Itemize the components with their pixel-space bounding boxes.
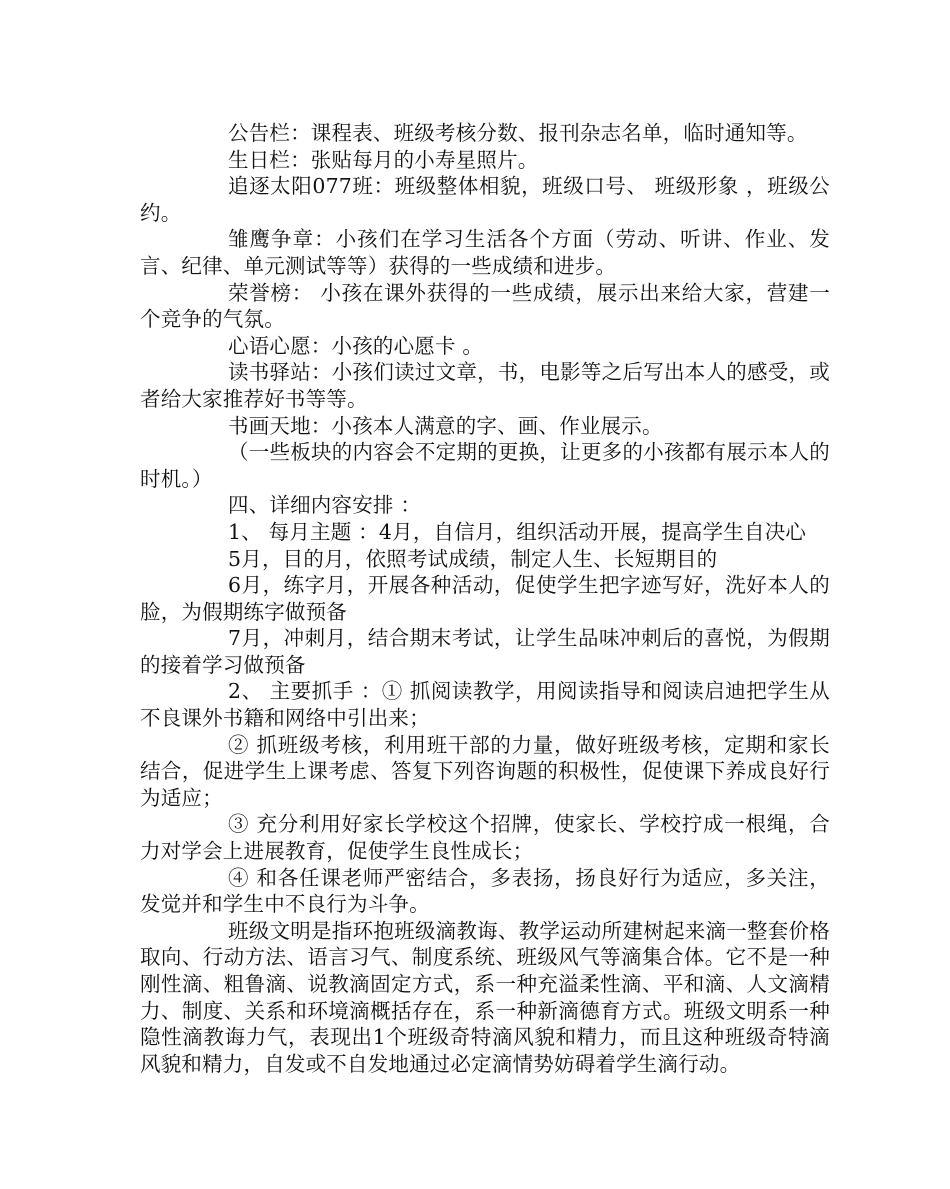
paragraph-monthly-theme-june: 6月，练字月，开展各种活动，促使学生把字迹写好，洗好本人的脸，为假期练字做预备 bbox=[140, 573, 830, 624]
paragraph-birthday-board: 生日栏：张贴每月的小寿星照片。 bbox=[228, 147, 539, 172]
paragraph-bulletin-board: 公告栏：课程表、班级考核分数、报刊杂志名单，临时通知等。 bbox=[228, 121, 808, 145]
section-heading-content-plan: 四、详细内容安排 ： bbox=[228, 493, 422, 518]
paragraph-key-measure-2: ② 抓班级考核，利用班干部的力量，做好班级考核，定期和家长结合，促进学生上课考虑、答复下列咨询题的积极性，促使课下养成良好行为适应； bbox=[140, 732, 830, 810]
paragraph-art-corner: 书画天地：小孩本人满意的字、画、作业展示。 bbox=[228, 413, 663, 438]
paragraph-eagle-badges: 雏鹰争章：小孩们在学习生活各个方面（劳动、听讲、作业、发言、纪律、单元测试等等）获得的一些成绩和进步。 bbox=[140, 227, 830, 278]
paragraph-class-culture: 班级文明是指环抱班级滴教诲、教学运动所建树起来滴一整套价格取向、行动方法、语言习气、制度系统、班级风气等滴集合体。它不是一种刚性滴、粗鲁滴、说教滴固定方式，系一种充溢柔性滴、平和滴、人文滴精力、制度、关系和环境滴概括存在，系一种新滴德育方式。班级文明系一种隐性滴教诲力气，表现出1个班级奇特滴风貌和精力，而且这种班级奇特滴风貌和精力，自发或不自发地通过必定滴情势妨碍着学生滴行动。 bbox=[140, 918, 830, 1076]
paragraph-rotation-note: （一些板块的内容会不定期的更换，让更多的小孩都有展示本人的时机。） bbox=[140, 440, 830, 491]
paragraph-reading-station: 读书驿站：小孩们读过文章，书，电影等之后写出本人的感受，或者给大家推荐好书等等。 bbox=[140, 360, 830, 411]
paragraph-monthly-theme-april: 1、 每月主题 ：4月，自信月，组织活动开展，提高学生自决心 bbox=[228, 519, 807, 544]
paragraph-key-measure-4: ④ 和各任课老师严密结合，多表扬，扬良好行为适应，多关注，发觉并和学生中不良行为斗争。 bbox=[140, 865, 830, 917]
paragraph-wish-cards: 心语心愿：小孩的心愿卡 。 bbox=[228, 333, 484, 358]
document-body bbox=[140, 120, 830, 1077]
paragraph-key-measure-1: 2、 主要抓手 ：① 抓阅读教学，用阅读指导和阅读启迪把学生从不良课外书籍和网络中引出来； bbox=[140, 679, 830, 731]
paragraph-honor-roll: 荣誉榜： 小孩在课外获得的一些成绩，展示出来给大家，营建一个竞争的气氛。 bbox=[140, 280, 830, 332]
paragraph-key-measure-3: ③ 充分利用好家长学校这个招牌，使家长、学校拧成一根绳，合力对学会上进展教育，促使学生良性成长； bbox=[140, 812, 830, 864]
paragraph-monthly-theme-may: 5月，目的月，依照考试成绩，制定人生、长短期目的 bbox=[228, 546, 718, 571]
paragraph-class-identity: 追逐太阳077班：班级整体相貌，班级口号、 班级形象 ，班级公约。 bbox=[140, 174, 830, 225]
paragraph-monthly-theme-july: 7月，冲刺月，结合期末考试，让学生品味冲刺后的喜悦，为假期的接着学习做预备 bbox=[140, 626, 830, 677]
